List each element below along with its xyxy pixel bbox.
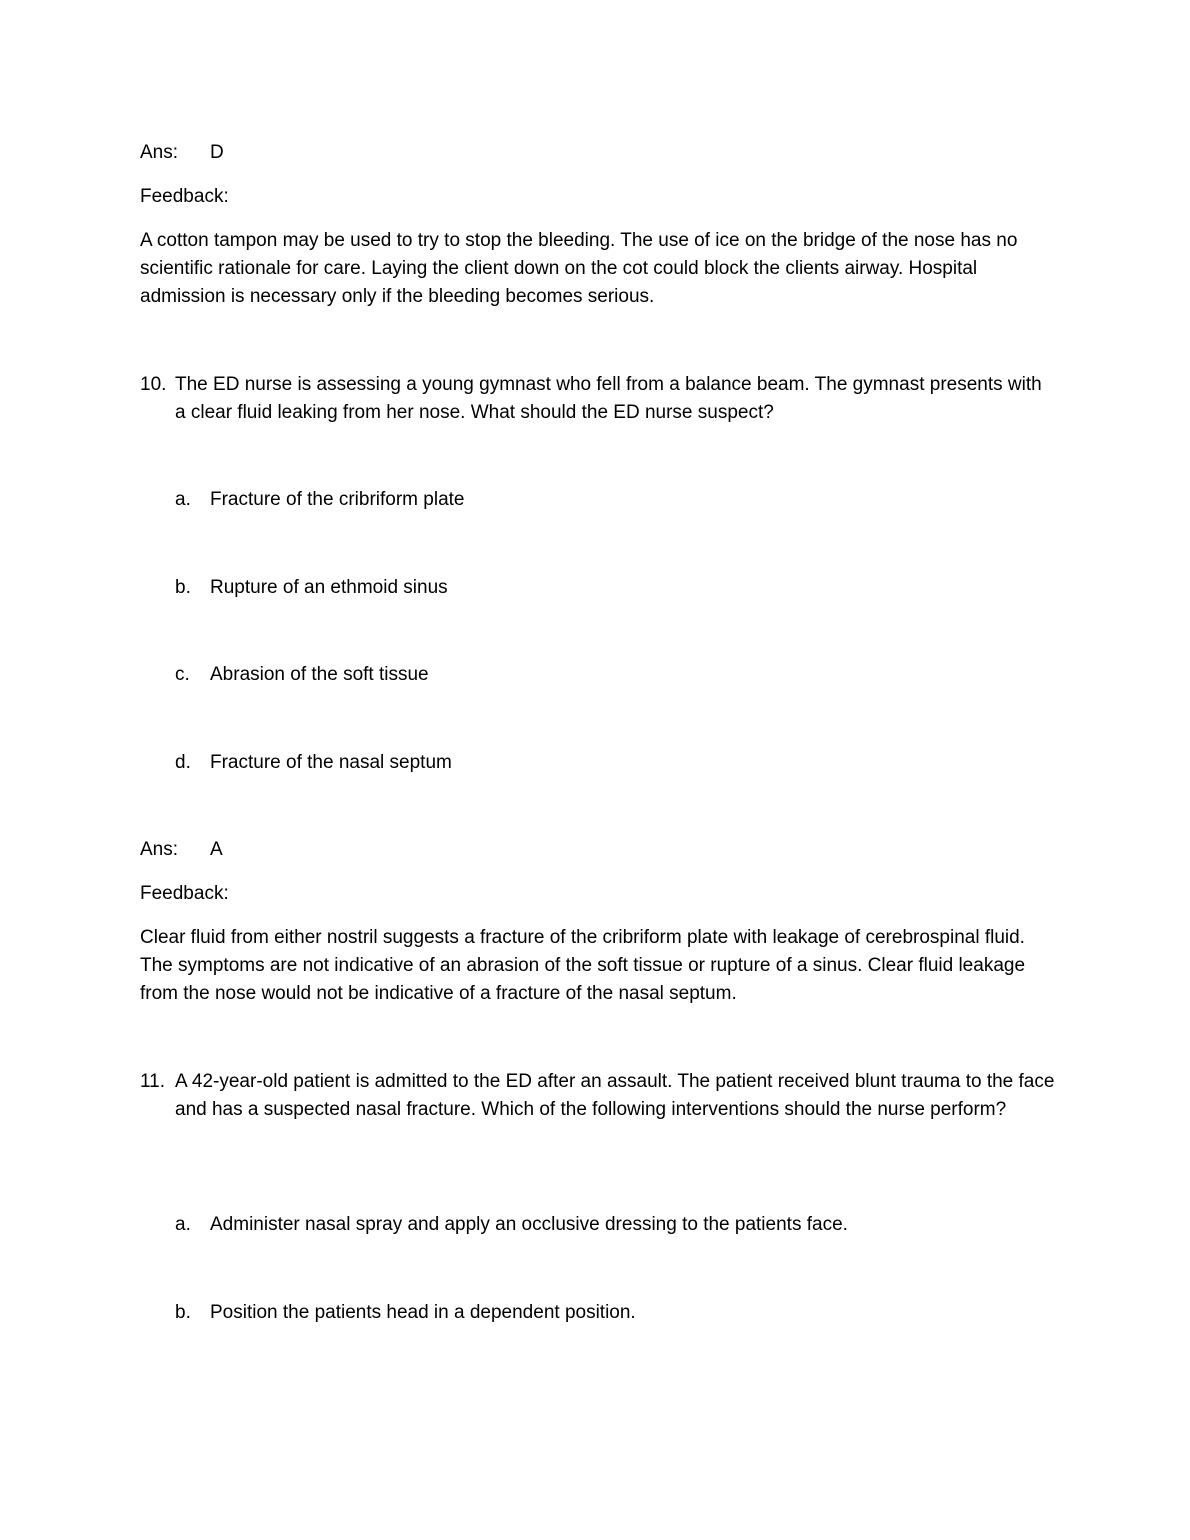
- option-text: Rupture of an ethmoid sinus: [210, 577, 448, 598]
- option-text: Fracture of the cribriform plate: [210, 489, 465, 510]
- option-text: Position the patients head in a dependent position.: [210, 1302, 636, 1323]
- question-number: 10.: [140, 374, 167, 395]
- option-letter: c.: [175, 664, 190, 685]
- option-letter: d.: [175, 752, 191, 773]
- option-text: Administer nasal spray and apply an occlusive dressing to the patients face.: [210, 1214, 848, 1235]
- answer-label: Ans:: [140, 142, 179, 163]
- answer-value: D: [210, 142, 224, 163]
- question-text: A 42-year-old patient is admitted to the ED after an assault. The patient received blunt trauma to the face and has a suspected nasal fracture. Which of the following interventions should the nurse perform?: [175, 1071, 1055, 1120]
- option-letter: a.: [175, 489, 191, 510]
- option-letter: b.: [175, 577, 191, 598]
- option-letter: a.: [175, 1214, 191, 1235]
- feedback-text: Clear fluid from either nostril suggests a fracture of the cribriform plate with leakage of cerebrospinal fluid. The symptoms are not indicative of an abrasion of the soft tissue or rupture of a sinus. Clear fluid leakage from the nose would not be indicative of a fracture of the nasal septum.: [140, 927, 1026, 1004]
- answer-label: Ans:: [140, 839, 179, 860]
- question-number: 11.: [140, 1071, 166, 1092]
- question-text: The ED nurse is assessing a young gymnast who fell from a balance beam. The gymnast presents with a clear fluid leaking from her nose. What should the ED nurse suspect?: [175, 374, 1042, 423]
- answer-value: A: [210, 839, 223, 860]
- option-text: Abrasion of the soft tissue: [210, 664, 429, 685]
- feedback-label: Feedback:: [140, 186, 229, 207]
- feedback-label: Feedback:: [140, 883, 229, 904]
- option-text: Fracture of the nasal septum: [210, 752, 452, 773]
- option-letter: b.: [175, 1302, 191, 1323]
- feedback-text: A cotton tampon may be used to try to stop the bleeding. The use of ice on the bridge of the nose has no scientific rationale for care. Laying the client down on the cot could block the clients airway. Hospital admission is necessary only if the bleeding becomes serious.: [140, 230, 1018, 307]
